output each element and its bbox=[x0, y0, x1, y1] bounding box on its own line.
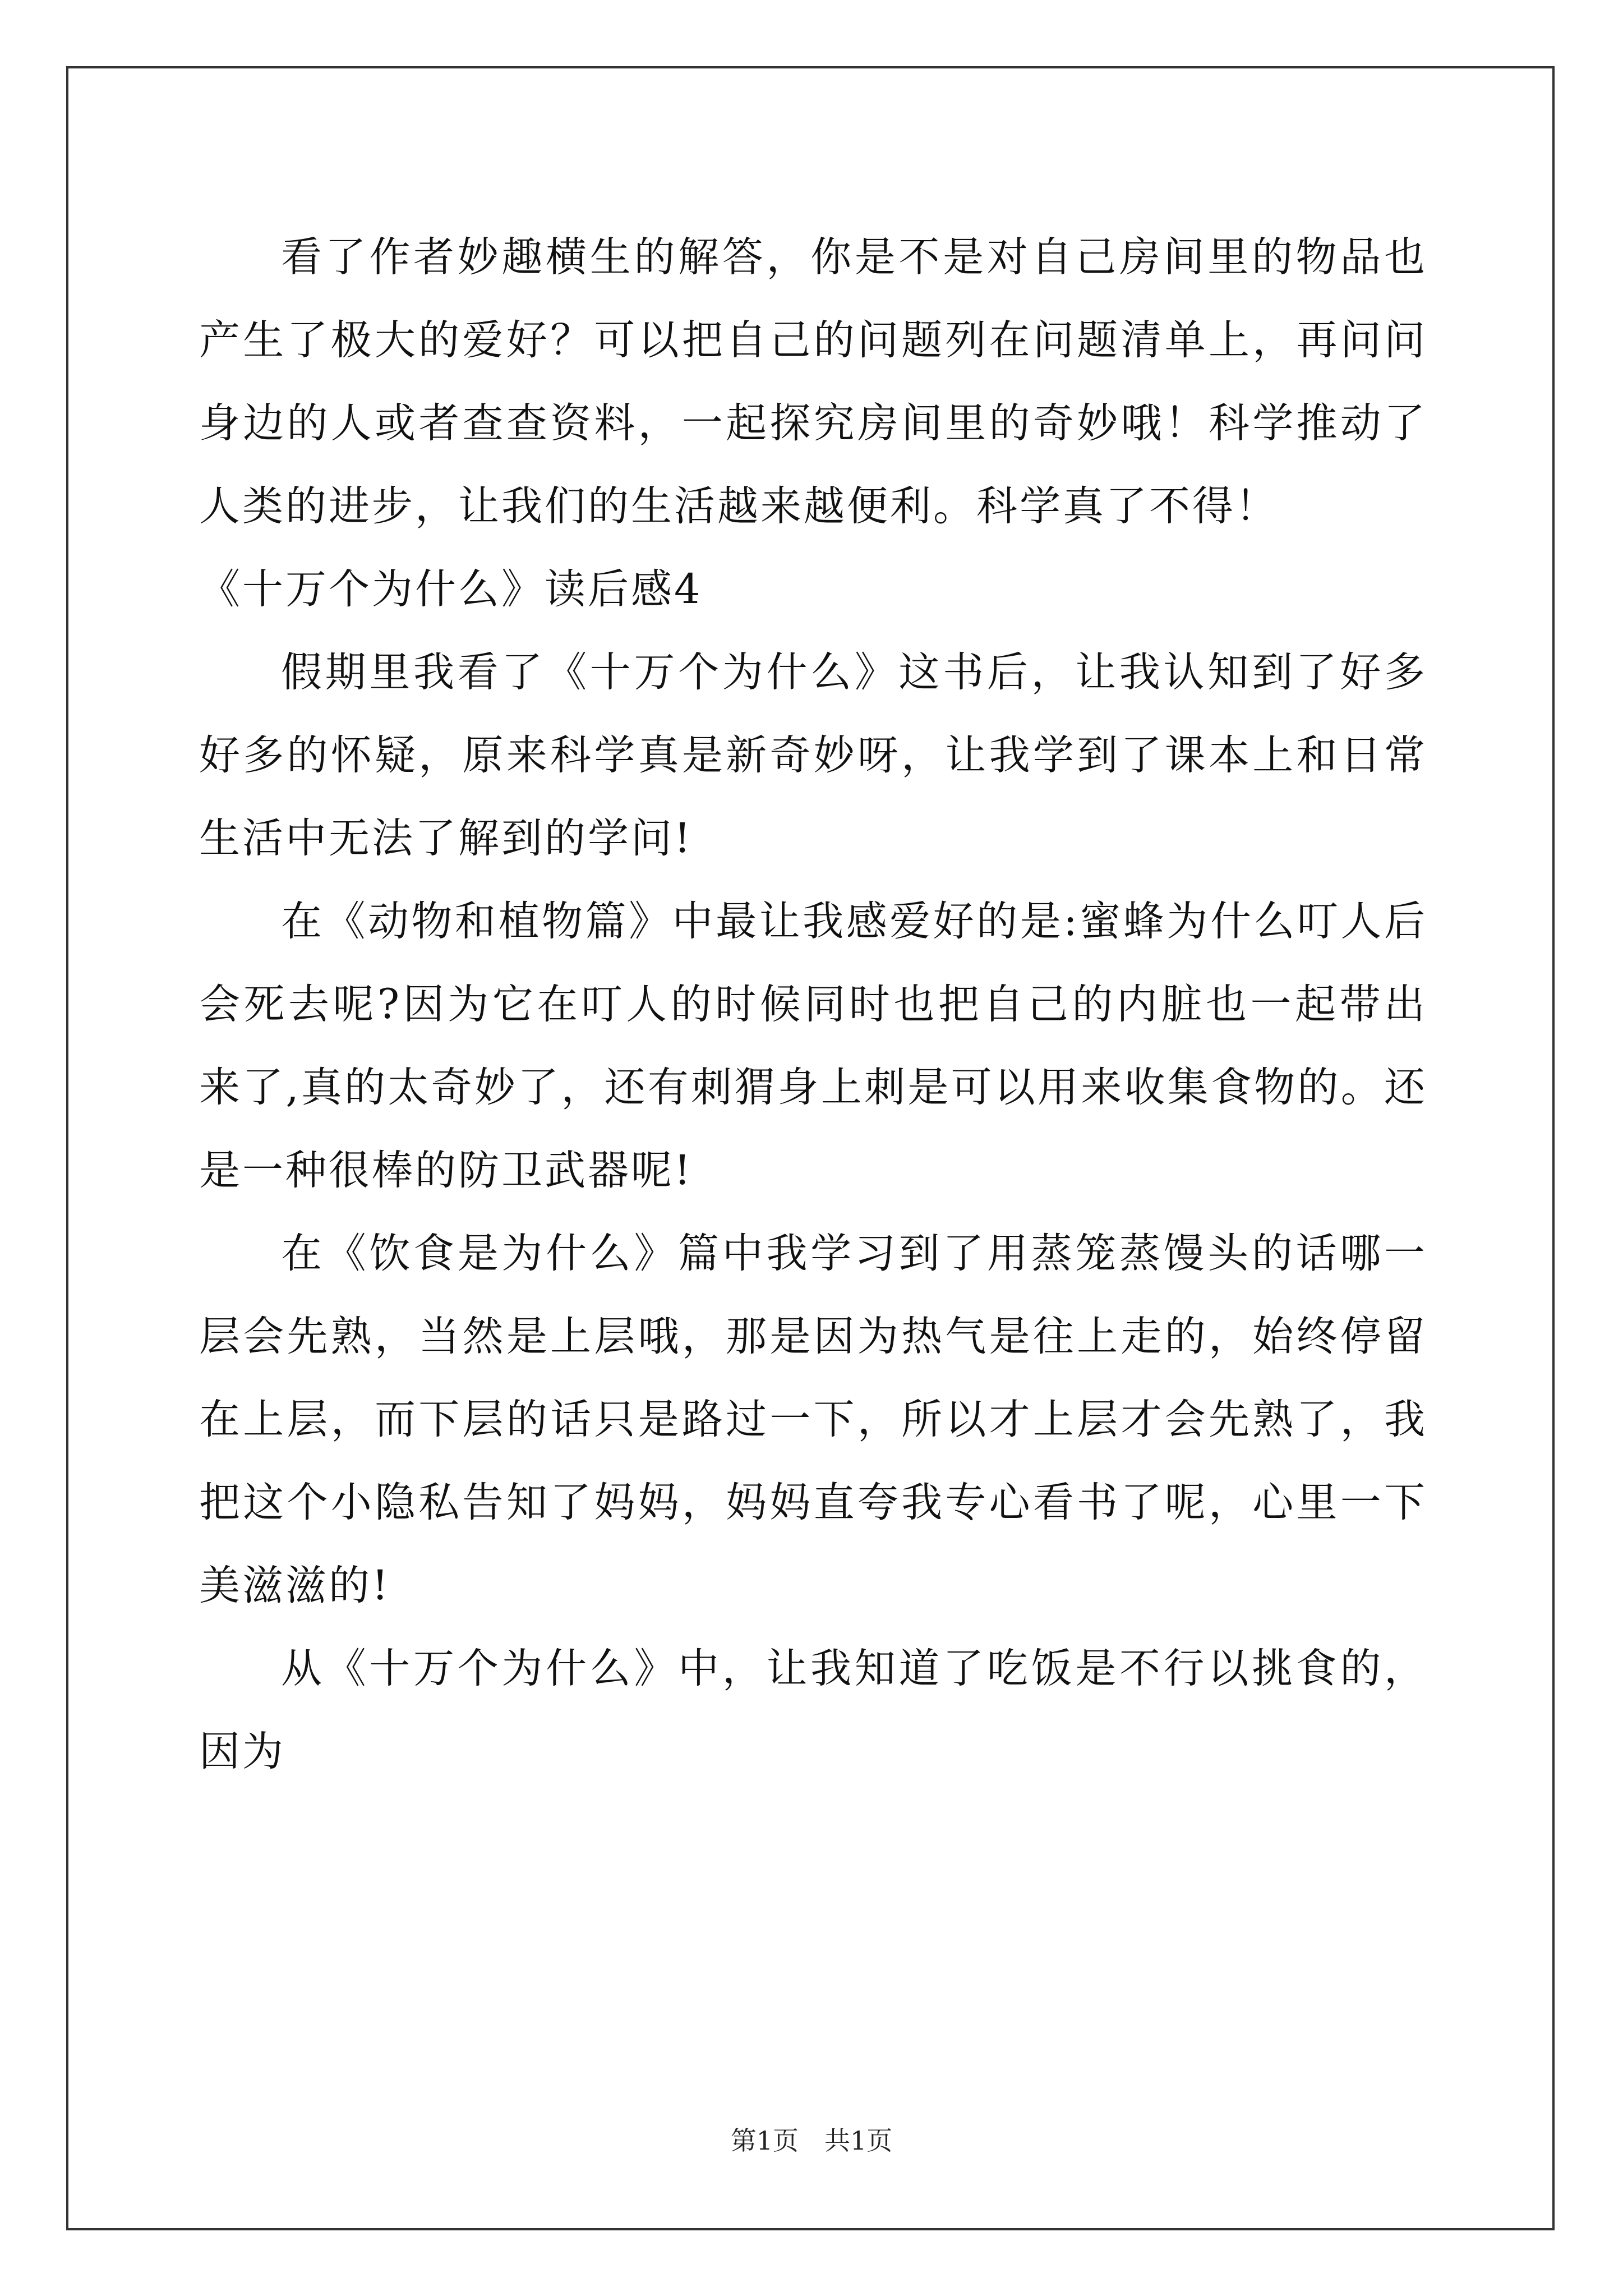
paragraph-4: 在《饮食是为什么》篇中我学习到了用蒸笼蒸馒头的话哪一层会先熟，当然是上层哦，那是因为热气是往上走的，始终停留在上层，而下层的话只是路过一下，所以才上层才会先熟了，我把这个小隐私告知了妈妈，妈妈直夸我专心看书了呢，心里一下美滋滋的! bbox=[199, 1230, 1427, 1609]
paragraph-5: 从《十万个为什么》中，让我知道了吃饭是不行以挑食的，因为 bbox=[199, 1645, 1427, 1775]
section-heading: 《十万个为什么》读后感4 bbox=[199, 565, 703, 613]
paragraph-3: 在《动物和植物篇》中最让我感爱好的是:蜜蜂为什么叮人后会死去呢?因为它在叮人的时候同时也把自己的内脏也一起带出来了,真的太奇妙了，还有刺猬身上刺是可以用来收集食物的。还是一种很棒的防卫武器呢! bbox=[199, 898, 1427, 1194]
paragraph-2: 假期里我看了《十万个为什么》这书后，让我认知到了好多好多的怀疑，原来科学真是新奇妙呀，让我学到了课本上和日常生活中无法了解到的学问! bbox=[199, 648, 1427, 862]
page-number-footer: 第1页 共1页 bbox=[730, 2125, 893, 2156]
paragraph-1: 看了作者妙趣横生的解答，你是不是对自己房间里的物品也产生了极大的爱好？可以把自己的问题列在问题清单上，再问问身边的人或者查查资料，一起探究房间里的奇妙哦！科学推动了人类的进步，让我们的生活越来越便利。科学真了不得！ bbox=[199, 233, 1427, 530]
document-body bbox=[199, 216, 1427, 1793]
